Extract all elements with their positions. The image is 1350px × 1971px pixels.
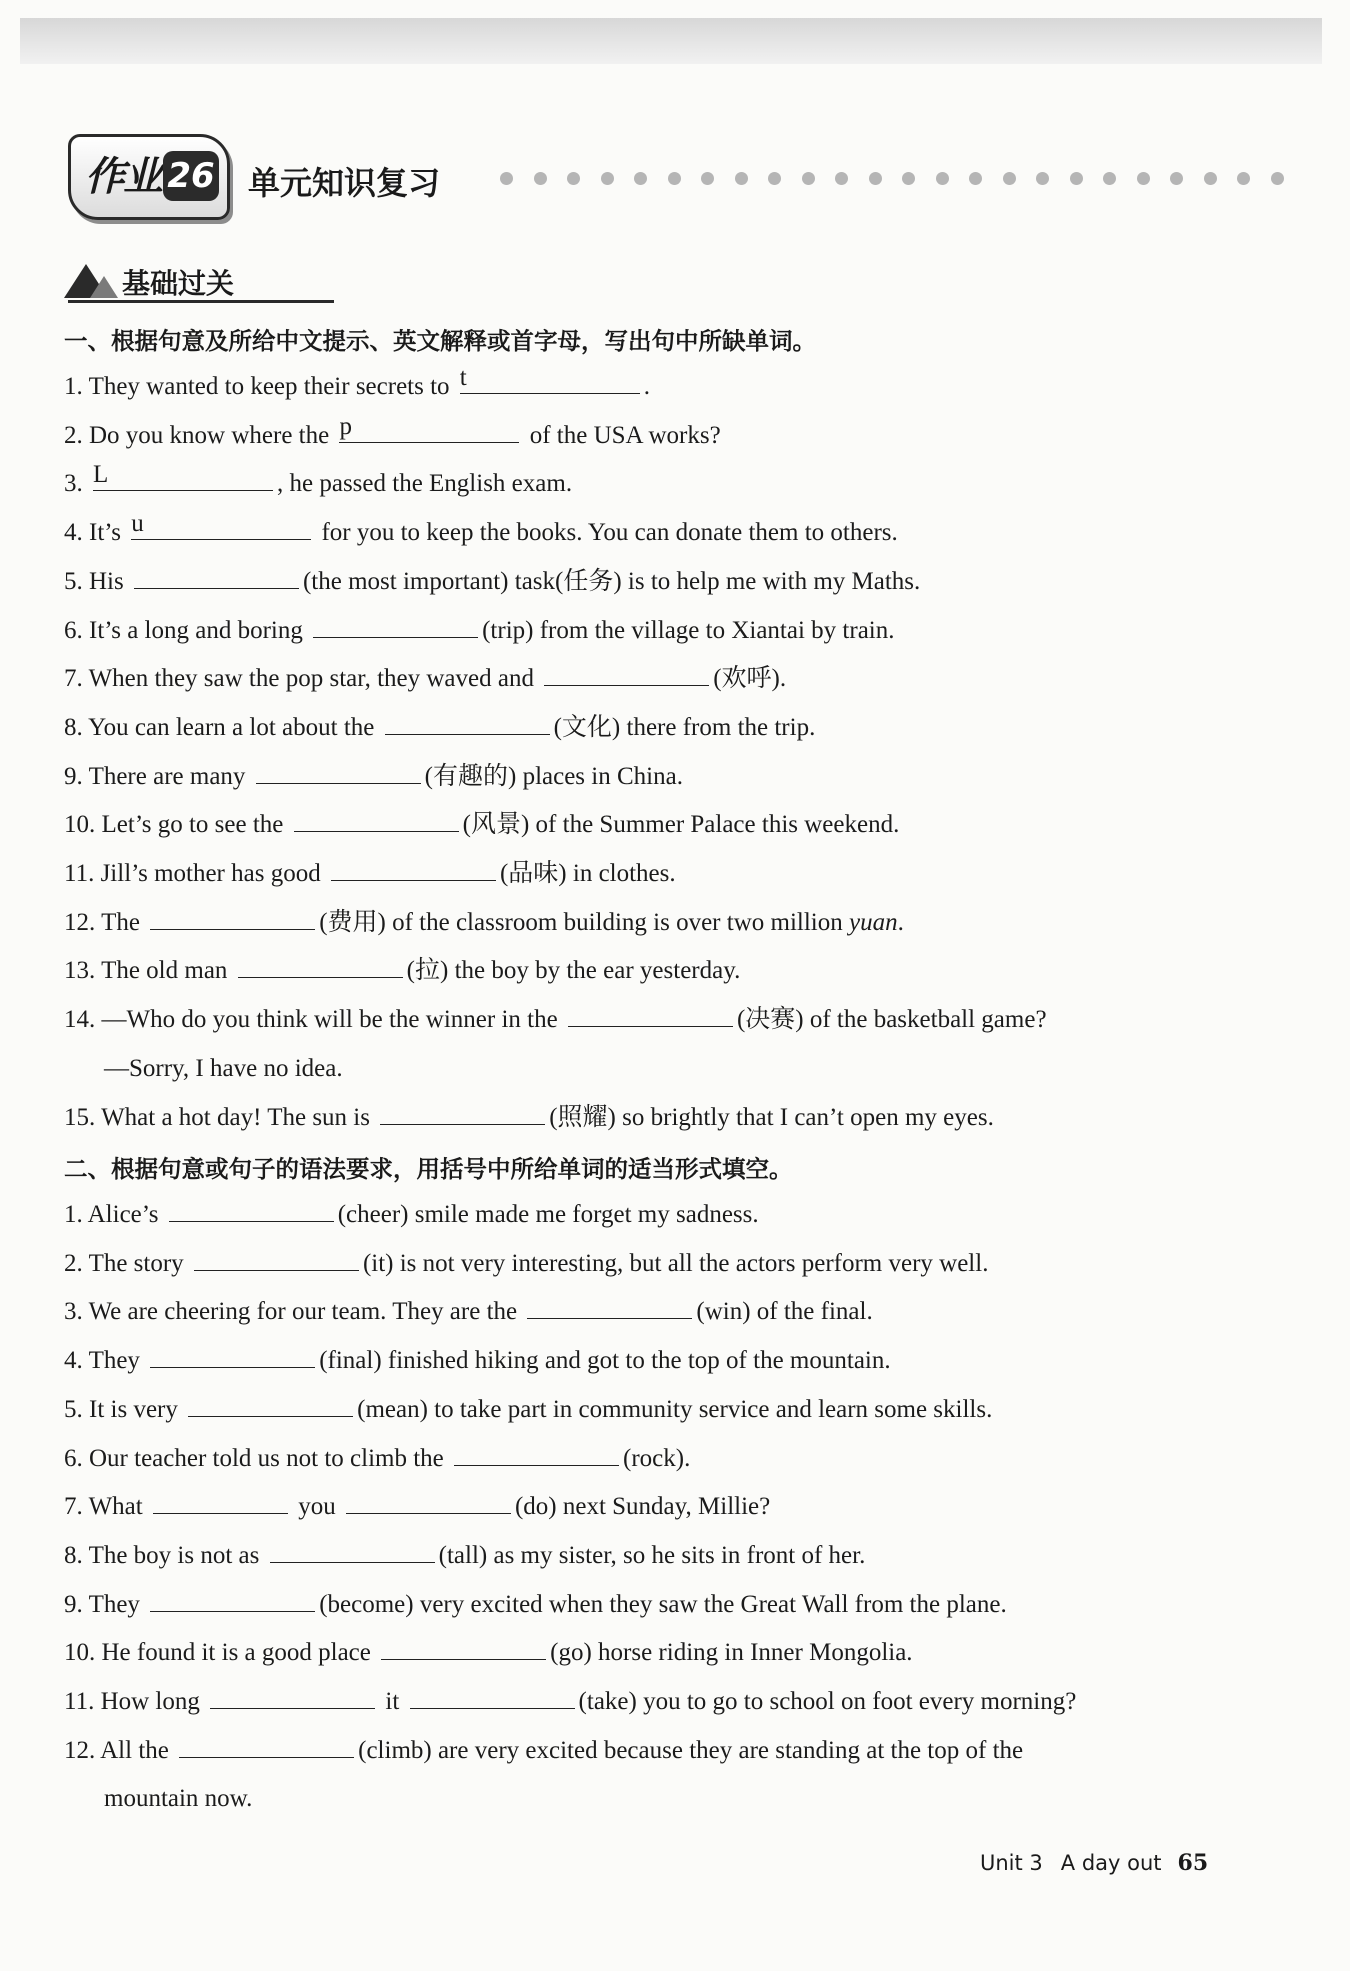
initial-letter-hint: t bbox=[459, 364, 467, 391]
exercise-number: 11. bbox=[64, 860, 101, 887]
exercise-text: (do) next Sunday, Millie? bbox=[514, 1493, 771, 1521]
exercise-number: 9. bbox=[64, 1590, 89, 1618]
exercise-text: The old man bbox=[101, 957, 234, 985]
decorative-dot bbox=[936, 172, 949, 185]
answer-blank[interactable] bbox=[454, 1443, 619, 1466]
exercise-text: He found it is a good place bbox=[101, 1639, 378, 1667]
exercise-text: Alice’s bbox=[87, 1201, 165, 1228]
answer-blank[interactable] bbox=[346, 1491, 511, 1514]
exercise-line bbox=[64, 1393, 992, 1427]
exercise-number: 3. bbox=[64, 1298, 89, 1326]
decorative-dot-row bbox=[500, 172, 1320, 188]
exercise-text: Do you know where the bbox=[89, 421, 336, 449]
exercise-text: You can learn a lot about the bbox=[88, 713, 381, 741]
exercise-text: (文化) there from the trip. bbox=[553, 713, 816, 741]
answer-blank[interactable] bbox=[131, 510, 311, 540]
exercise-text: How long bbox=[100, 1688, 207, 1715]
decorative-dot bbox=[869, 172, 882, 185]
answer-blank[interactable] bbox=[179, 1735, 354, 1758]
exercise-text: of the USA works? bbox=[523, 421, 721, 449]
exercise-text: (决赛) of the basketball game? bbox=[736, 1006, 1047, 1034]
exercise-text: The boy is not as bbox=[88, 1541, 266, 1569]
answer-blank[interactable] bbox=[385, 712, 550, 735]
exercise-text: Our teacher told us not to climb the bbox=[89, 1444, 451, 1472]
answer-blank[interactable] bbox=[380, 1102, 545, 1125]
decorative-dot bbox=[1137, 172, 1150, 185]
exercise-text: The bbox=[101, 908, 147, 936]
exercise-text: you bbox=[291, 1493, 342, 1521]
exercise-text: What bbox=[88, 1493, 149, 1521]
footer-topic: A day out bbox=[1060, 1851, 1162, 1875]
answer-blank[interactable] bbox=[256, 761, 421, 784]
exercise-text: (the most important) task(任务) is to help me with my Maths. bbox=[302, 567, 921, 595]
exercise-line bbox=[64, 614, 895, 648]
decorative-dot bbox=[534, 172, 547, 185]
exercise-text: (final) finished hiking and got to the top of the mountain. bbox=[319, 1347, 891, 1375]
section-header bbox=[68, 134, 1328, 224]
exercise-line bbox=[64, 906, 904, 940]
exercise-number: 4. bbox=[64, 519, 89, 547]
exercise-line bbox=[64, 412, 721, 453]
exercise-text: —Sorry, I have no idea. bbox=[104, 1054, 343, 1082]
answer-blank[interactable] bbox=[153, 1491, 288, 1514]
part1-heading: 一、根据句意及所给中文提示、英文解释或首字母，写出句中所缺单词。 bbox=[64, 327, 816, 355]
exercise-text: All the bbox=[100, 1736, 176, 1764]
exercise-number: 7. bbox=[64, 665, 89, 693]
exercise-line bbox=[64, 1198, 759, 1232]
exercise-line bbox=[64, 1490, 770, 1524]
answer-blank[interactable] bbox=[410, 1686, 575, 1709]
answer-blank[interactable] bbox=[194, 1248, 359, 1271]
exercise-text: It is very bbox=[89, 1395, 185, 1423]
answer-blank[interactable] bbox=[313, 615, 478, 638]
exercise-text: They bbox=[88, 1590, 147, 1618]
answer-blank[interactable] bbox=[544, 663, 709, 686]
exercise-line bbox=[64, 1247, 988, 1281]
exercise-text: (become) very excited when they saw the Great Wall from the plane. bbox=[319, 1590, 1007, 1618]
answer-blank[interactable] bbox=[568, 1004, 733, 1027]
answer-blank[interactable] bbox=[527, 1296, 692, 1319]
exercise-line bbox=[104, 1782, 252, 1816]
mountain-small-icon bbox=[90, 276, 118, 298]
exercise-number: 9. bbox=[64, 762, 89, 790]
exercise-number: 1. bbox=[64, 373, 89, 400]
decorative-dot bbox=[634, 172, 647, 185]
page-footer bbox=[980, 1850, 1208, 1876]
answer-blank[interactable] bbox=[238, 955, 403, 978]
exercise-text: mountain now. bbox=[104, 1785, 253, 1813]
exercise-line bbox=[64, 1539, 865, 1573]
decorative-dot bbox=[1271, 172, 1284, 185]
footer-unit: Unit 3 bbox=[980, 1851, 1043, 1875]
exercise-text: (it) is not very interesting, but all the actors perform very well. bbox=[362, 1249, 989, 1277]
answer-blank[interactable] bbox=[459, 364, 640, 394]
exercise-text: (mean) to take part in community service and learn some skills. bbox=[357, 1395, 993, 1423]
exercise-line bbox=[64, 711, 815, 745]
decorative-dot bbox=[668, 172, 681, 185]
answer-blank[interactable] bbox=[339, 412, 519, 443]
decorative-dot bbox=[500, 172, 513, 185]
exercise-text: (tall) as my sister, so he sits in front of her. bbox=[438, 1541, 866, 1569]
answer-blank[interactable] bbox=[150, 907, 315, 930]
decorative-dot bbox=[1170, 172, 1183, 185]
decorative-dot bbox=[735, 172, 748, 185]
decorative-dot bbox=[1204, 172, 1217, 185]
exercise-number: 10. bbox=[64, 1639, 102, 1667]
exercise-number: 4. bbox=[64, 1347, 89, 1375]
exercise-line bbox=[104, 1052, 343, 1086]
exercise-line bbox=[64, 1295, 873, 1329]
decorative-dot bbox=[1103, 172, 1116, 185]
exercise-line bbox=[64, 461, 573, 501]
exercise-number: 11. bbox=[64, 1688, 101, 1715]
exercise-number: 6. bbox=[64, 616, 89, 644]
decorative-dot bbox=[1070, 172, 1083, 185]
exercise-text: It’s a long and boring bbox=[89, 616, 310, 644]
exercise-text: The story bbox=[88, 1249, 190, 1277]
exercise-number: 5. bbox=[64, 1395, 89, 1423]
exercise-text: (有趣的) places in China. bbox=[424, 762, 683, 790]
exercise-text: for you to keep the books. You can donate them to others. bbox=[315, 519, 898, 547]
exercise-line bbox=[64, 662, 786, 696]
exercise-number: 15. bbox=[64, 1103, 102, 1131]
exercise-line bbox=[64, 565, 920, 599]
exercise-text: (费用) of the classroom building is over two million bbox=[319, 908, 849, 936]
exercise-text: What a hot day! The sun is bbox=[101, 1103, 377, 1131]
exercise-text: They bbox=[88, 1347, 147, 1375]
decorative-dot bbox=[1036, 172, 1049, 185]
exercise-number: 14. bbox=[64, 1006, 102, 1034]
badge-number: 26 bbox=[163, 151, 219, 201]
exercise-text: (照耀) so brightly that I can’t open my eyes. bbox=[549, 1103, 994, 1131]
decorative-dot bbox=[835, 172, 848, 185]
exercise-line bbox=[64, 1636, 913, 1670]
exercise-text: . bbox=[897, 908, 904, 936]
decorative-dot bbox=[1237, 172, 1250, 185]
initial-letter-hint: L bbox=[93, 461, 109, 489]
answer-blank[interactable] bbox=[270, 1540, 435, 1563]
exercise-text: (win) of the final. bbox=[696, 1298, 873, 1326]
exercise-text: When they saw the pop star, they waved and bbox=[88, 665, 541, 693]
exercise-text: There are many bbox=[88, 762, 252, 790]
exercise-text: (climb) are very excited because they are standing at the top of the bbox=[358, 1736, 1024, 1764]
exercise-text: His bbox=[89, 567, 130, 595]
answer-blank[interactable] bbox=[169, 1199, 334, 1222]
exercise-italic-text: yuan bbox=[849, 908, 898, 936]
exercise-text: We are cheering for our team. They are the bbox=[88, 1298, 524, 1326]
exercise-number: 2. bbox=[64, 1249, 89, 1277]
exercise-text: (拉) the boy by the ear yesterday. bbox=[406, 957, 741, 985]
exercise-text: . bbox=[643, 373, 651, 400]
answer-blank[interactable] bbox=[381, 1637, 546, 1660]
exercise-number: 5. bbox=[64, 567, 89, 595]
exercise-line bbox=[64, 954, 740, 988]
exercise-number: 12. bbox=[64, 1736, 101, 1764]
exercise-text: it bbox=[379, 1688, 406, 1715]
decorative-dot bbox=[768, 172, 781, 185]
exercise-line bbox=[64, 1685, 1076, 1719]
exercise-text: (go) horse riding in Inner Mongolia. bbox=[550, 1639, 913, 1667]
exercise-line bbox=[64, 1588, 1007, 1622]
exercise-line bbox=[64, 760, 683, 794]
exercise-line bbox=[64, 1734, 1023, 1768]
exercise-line bbox=[64, 364, 651, 404]
decorative-dot bbox=[601, 172, 614, 185]
exercise-number: 2. bbox=[64, 421, 89, 449]
exercise-number: 6. bbox=[64, 1444, 89, 1472]
exercise-line bbox=[64, 1344, 891, 1378]
answer-blank[interactable] bbox=[188, 1394, 353, 1417]
answer-blank[interactable] bbox=[150, 1345, 315, 1368]
answer-blank[interactable] bbox=[93, 461, 273, 491]
exercise-line bbox=[64, 1442, 690, 1476]
exercise-number: 12. bbox=[64, 908, 102, 936]
initial-letter-hint: u bbox=[131, 510, 144, 538]
exercise-text: They wanted to keep their secrets to bbox=[88, 373, 456, 400]
exercise-text: (欢呼). bbox=[713, 665, 787, 693]
exercise-line bbox=[64, 808, 899, 842]
exercise-number: 13. bbox=[64, 957, 102, 985]
homework-badge bbox=[68, 134, 230, 220]
exercise-text: , he passed the English exam. bbox=[277, 470, 573, 498]
exercise-text: (rock). bbox=[623, 1444, 691, 1472]
subheading-label: 基础过关 bbox=[122, 267, 235, 300]
exercise-number: 3. bbox=[64, 470, 89, 498]
exercise-line bbox=[64, 1003, 1047, 1037]
answer-blank[interactable] bbox=[331, 858, 496, 881]
subheading bbox=[64, 262, 274, 306]
exercise-number: 1. bbox=[64, 1201, 88, 1228]
exercise-number: 10. bbox=[64, 811, 102, 839]
exercise-line bbox=[64, 1101, 994, 1135]
decorative-dot bbox=[969, 172, 982, 185]
badge-label: 作业 bbox=[85, 154, 161, 200]
subheading-underline bbox=[68, 300, 334, 303]
decorative-dot bbox=[1003, 172, 1016, 185]
exercise-text: (品味) in clothes. bbox=[499, 860, 676, 887]
answer-blank[interactable] bbox=[150, 1589, 315, 1612]
exercise-text: Jill’s mother has good bbox=[100, 860, 327, 887]
exercise-text: (trip) from the village to Xiantai by train. bbox=[482, 616, 895, 644]
exercise-text: Let’s go to see the bbox=[101, 811, 290, 839]
part2-heading: 二、根据句意或句子的语法要求，用括号中所给单词的适当形式填空。 bbox=[64, 1155, 793, 1183]
page-number: 65 bbox=[1177, 1850, 1209, 1876]
decorative-dot bbox=[902, 172, 915, 185]
exercise-text: It’s bbox=[89, 519, 128, 547]
answer-blank[interactable] bbox=[134, 566, 299, 589]
exercise-number: 8. bbox=[64, 713, 89, 741]
exercise-number: 7. bbox=[64, 1493, 89, 1521]
page-top-strip bbox=[20, 18, 1322, 64]
exercise-line bbox=[64, 510, 898, 550]
exercise-text: (take) you to go to school on foot every morning? bbox=[578, 1688, 1077, 1715]
answer-blank[interactable] bbox=[210, 1686, 375, 1709]
exercise-text: —Who do you think will be the winner in the bbox=[101, 1006, 564, 1034]
section-title: 单元知识复习 bbox=[248, 164, 441, 202]
answer-blank[interactable] bbox=[294, 809, 459, 832]
decorative-dot bbox=[701, 172, 714, 185]
exercise-number: 8. bbox=[64, 1541, 89, 1569]
exercise-text: (cheer) smile made me forget my sadness. bbox=[337, 1201, 759, 1228]
exercise-text: (风景) of the Summer Palace this weekend. bbox=[462, 811, 900, 839]
initial-letter-hint: p bbox=[339, 412, 352, 440]
exercise-line bbox=[64, 857, 676, 891]
decorative-dot bbox=[567, 172, 580, 185]
decorative-dot bbox=[802, 172, 815, 185]
